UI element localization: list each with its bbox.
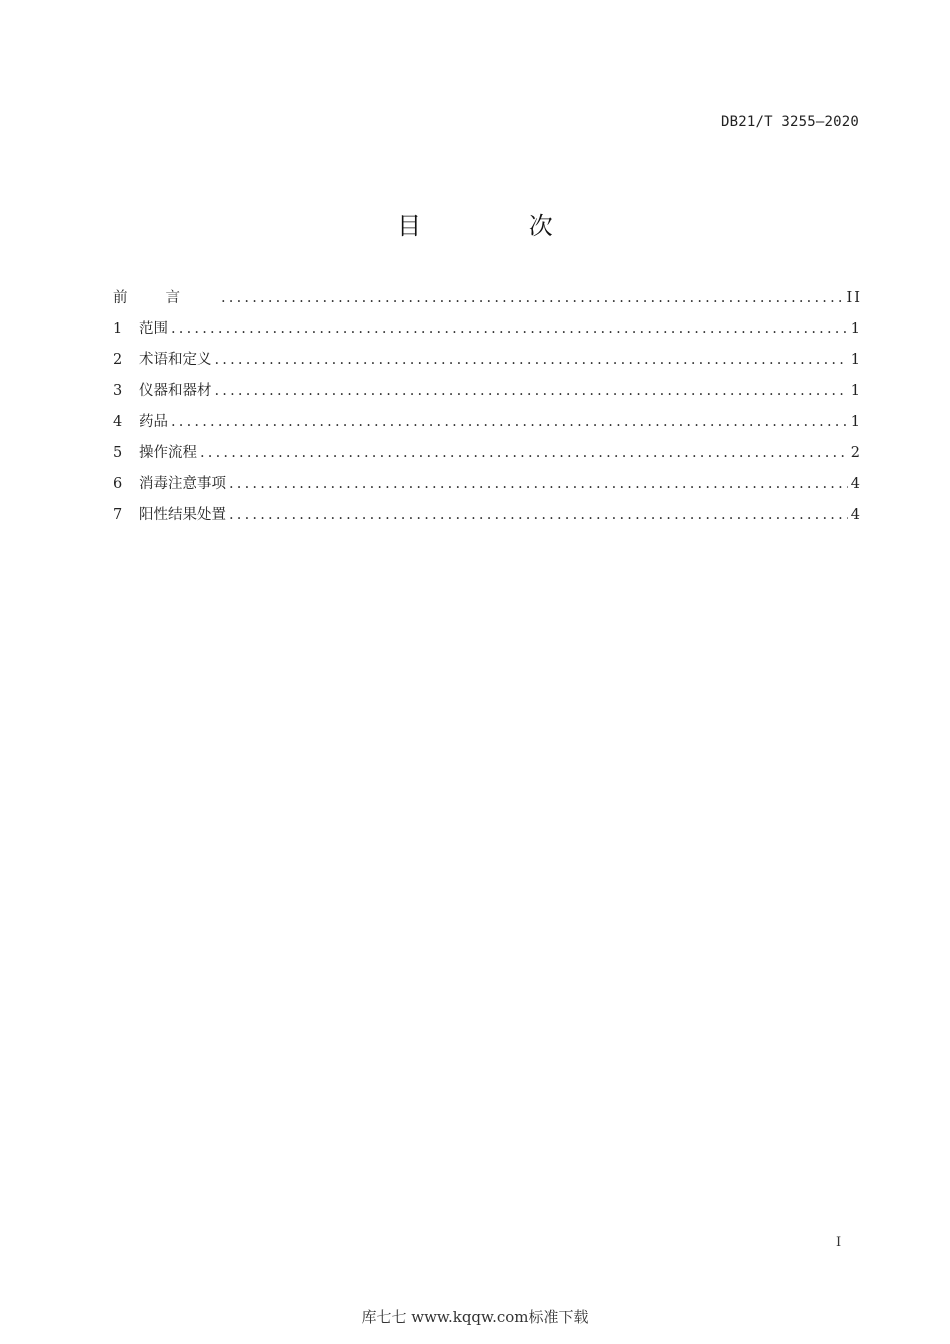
toc-entry-positive-handling[interactable]	[113, 504, 860, 535]
toc-entry-page: 1	[850, 383, 862, 399]
table-of-contents	[113, 287, 860, 535]
toc-entry-reagents[interactable]	[113, 411, 860, 442]
toc-entry-label: 前言	[113, 290, 218, 306]
toc-entry-label: 消毒注意事项	[139, 476, 226, 492]
toc-entry-label: 范围	[139, 321, 168, 337]
toc-entry-page: 4	[850, 507, 862, 523]
toc-entry-label: 术语和定义	[139, 352, 212, 368]
toc-entry-number: 2	[113, 352, 123, 368]
toc-leader-dots	[229, 504, 848, 526]
toc-entry-number: 5	[113, 445, 123, 461]
toc-entry-page: 4	[850, 476, 862, 492]
toc-leader-dots	[215, 349, 848, 371]
toc-entry-preface[interactable]	[113, 287, 860, 318]
toc-entry-disinfection[interactable]	[113, 473, 860, 504]
toc-entry-page: 1	[850, 321, 862, 337]
toc-entry-label: 操作流程	[139, 445, 197, 461]
toc-entry-page: II	[846, 290, 862, 306]
toc-entry-number: 6	[113, 476, 123, 492]
standard-code: DB21/T 3255—2020	[720, 114, 859, 130]
footer-watermark: 库七七 www.kqqw.com标准下载	[361, 1308, 589, 1326]
toc-entry-instruments[interactable]	[113, 380, 860, 411]
toc-entry-terms[interactable]	[113, 349, 860, 380]
toc-entry-label: 药品	[139, 414, 168, 430]
toc-leader-dots	[200, 442, 848, 464]
toc-entry-number: 4	[113, 414, 123, 430]
toc-entry-label: 仪器和器材	[139, 383, 212, 399]
toc-entry-page: 2	[850, 445, 862, 461]
page-title: 目 次	[397, 212, 603, 240]
toc-entry-procedure[interactable]	[113, 442, 860, 473]
toc-leader-dots	[229, 473, 848, 495]
toc-entry-number: 1	[113, 321, 123, 337]
toc-leader-dots	[215, 380, 848, 402]
toc-entry-number: 3	[113, 383, 123, 399]
toc-leader-dots	[221, 287, 844, 309]
page-number: I	[836, 1235, 842, 1250]
toc-leader-dots	[171, 318, 848, 340]
toc-leader-dots	[171, 411, 848, 433]
toc-entry-page: 1	[850, 414, 862, 430]
toc-entry-number: 7	[113, 507, 123, 523]
toc-entry-page: 1	[850, 352, 862, 368]
toc-entry-label: 阳性结果处置	[139, 507, 226, 523]
toc-entry-scope[interactable]	[113, 318, 860, 349]
